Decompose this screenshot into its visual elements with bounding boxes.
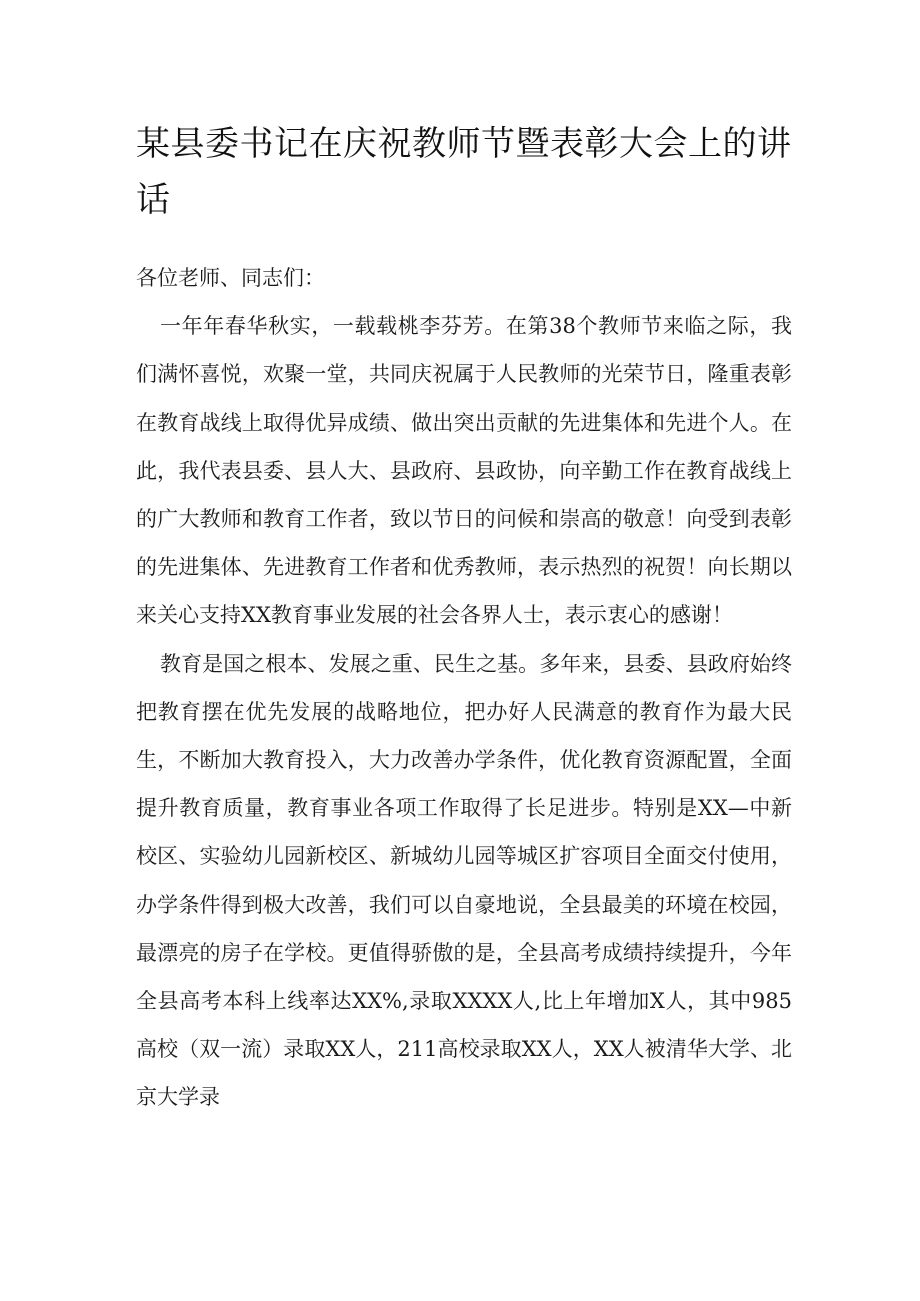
document-title: 某县委书记在庆祝教师节暨表彰大会上的讲话	[136, 124, 792, 220]
paragraph: 一年年春华秋实，一载载桃李芬芳。在第38个教师节来临之际，我们满怀喜悦，欢聚一堂，共同庆祝属于人民教师的光荣节日，隆重表彰在教育战线上取得优异成绩、做出突出贡献的先进集体和先进个人。在此，我代表县委、县人大、县政府、县政协，向辛勤工作在教育战线上的广大教师和教育工作者，致以节日的问候和崇高的敬意！向受到表彰的先进集体、先进教育工作者和优秀教师，表示热烈的祝贺！向长期以来关心支持XX教育事业发展的社会各界人士，表示衷心的感谢！	[136, 314, 792, 628]
paragraph: 教育是国之根本、发展之重、民生之基。多年来，县委、县政府始终把教育摆在优先发展的战略地位，把办好人民满意的教育作为最大民生，不断加大教育投入，大力改善办学条件，优化教育资源配置，全面提升教育质量，教育事业各项工作取得了长足进步。特别是XX—中新校区、实验幼儿园新校区、新城幼儿园等城区扩容项目全面交付使用，办学条件得到极大改善，我们可以自豪地说，全县最美的环境在校园，最漂亮的房子在学校。更值得骄傲的是，全县高考成绩持续提升，今年全县高考本科上线率达XX%,录取XXXX人,比上年增加X人，其中985高校（双一流）录取XX人，211高校录取XX人，XX人被清华大学、北京大学录	[136, 651, 792, 1110]
salutation: 各位老师、同志们：	[136, 266, 325, 290]
document-body	[136, 254, 792, 1122]
